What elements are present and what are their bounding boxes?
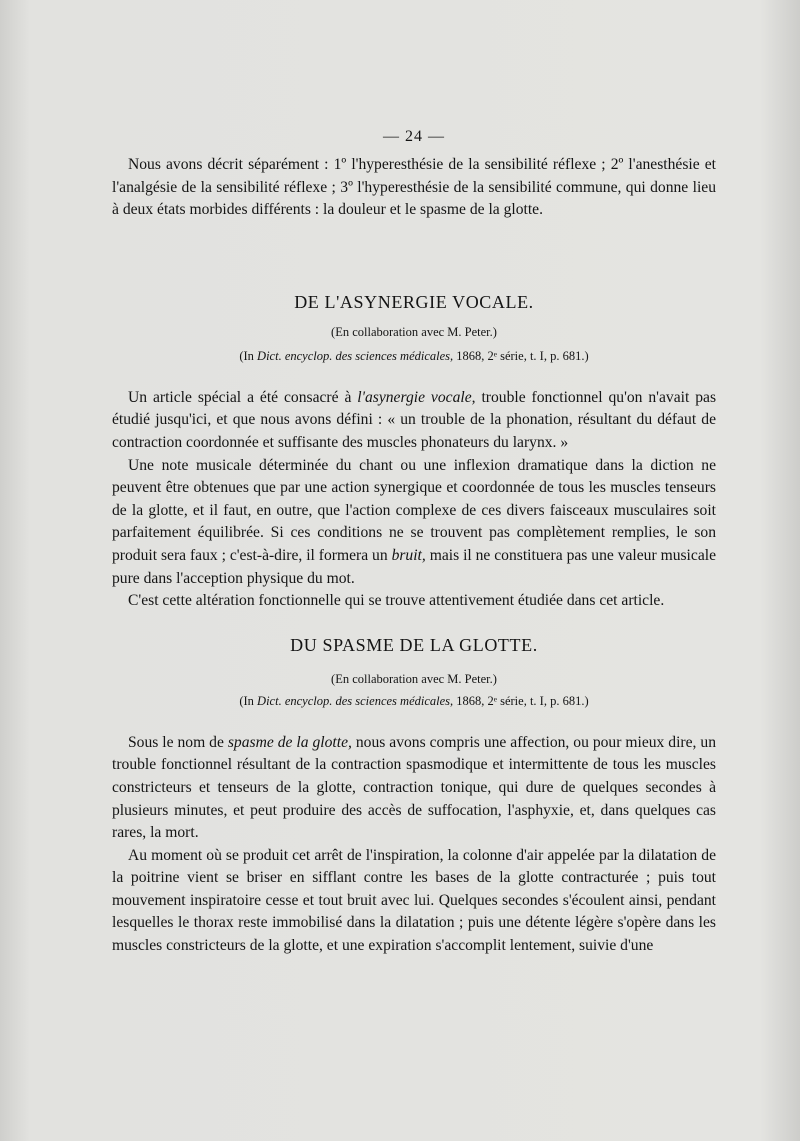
spacer (112, 222, 716, 292)
paragraph: Sous le nom de spasme de la glotte, nous avons compris une affection, ou pour mieux dire, un trouble fonctionnel résultant de la contraction spasmodique et intermittente de tous les muscles constricteurs et tenseurs de la glotte, contraction tonique, qui dure de quelques secondes à plusieurs minutes, et peut produire des accès de suffocation, l'asphyxie, et, dans quelques cas rares, la mort. (112, 733, 716, 842)
text-column (112, 128, 716, 958)
reference-citation: (In Dict. encyclop. des sciences médicales, 1868, 2ᵉ série, t. I, p. 681.) (239, 693, 589, 708)
paragraph: C'est cette altération fonctionnelle qui se trouve attentivement étudiée dans cet article. (128, 592, 665, 610)
section-title-asynergie: DE L'ASYNERGIE VOCALE. (294, 291, 534, 312)
intro-paragraph: Nous avons décrit séparément : 1º l'hyperesthésie de la sensibilité réflexe ; 2º l'anesthésie et l'analgésie de la sensibilité réflexe ; 3º l'hyperesthésie de la sensibilité commune, qui donne lieu à deux états morbides différents : la douleur et le spasme de la glotte. (112, 156, 716, 219)
collaboration-note: (En collaboration avec M. Peter.) (331, 324, 497, 339)
paragraph: Au moment où se produit cet arrêt de l'inspiration, la colonne d'air appelée par la dilatation de la poitrine vient se briser en sifflant contre les bases de la glotte contracturée ; puis tout mouvement inspiratoire cesse et tout bruit avec lui. Quelques secondes s'écoulent ainsi, pendant lesquelles le thorax reste immobilisé dans la dilatation ; puis une détente légère s'opère dans les muscles constricteurs de la glotte, et une expiration s'accomplit lentement, suivie d'une (112, 846, 716, 955)
page-number: — 24 — (383, 128, 445, 145)
reference-citation: (In Dict. encyclop. des sciences médicales, 1868, 2ᵉ série, t. I, p. 681.) (239, 348, 589, 363)
paragraph: Un article spécial a été consacré à l'asynergie vocale, trouble fonctionnel qu'on n'avait pas étudié jusqu'ici, et que nous avons défini : « un trouble de la phonation, résultant du défaut de contraction coordonnée et suffisante des muscles phonateurs du larynx. » (112, 388, 717, 451)
section-title-spasme: DU SPASME DE LA GLOTTE. (290, 634, 538, 655)
collaboration-note: (En collaboration avec M. Peter.) (331, 671, 497, 686)
paragraph: Une note musicale déterminée du chant ou une inflexion dramatique dans la diction ne peuvent être obtenues que par une action synergique et coordonnée de tous les muscles tenseurs de la glotte, et il faut, en outre, que l'action complexe de ces divers faisceaux musculaires soit parfaitement équilibrée. Si ces conditions ne se trouvent pas complètement remplies, le son produit sera faux ; c'est-à-dire, il formera un bruit, mais il ne constituera pas une valeur musicale pure dans l'acception physique du mot. (112, 456, 716, 587)
